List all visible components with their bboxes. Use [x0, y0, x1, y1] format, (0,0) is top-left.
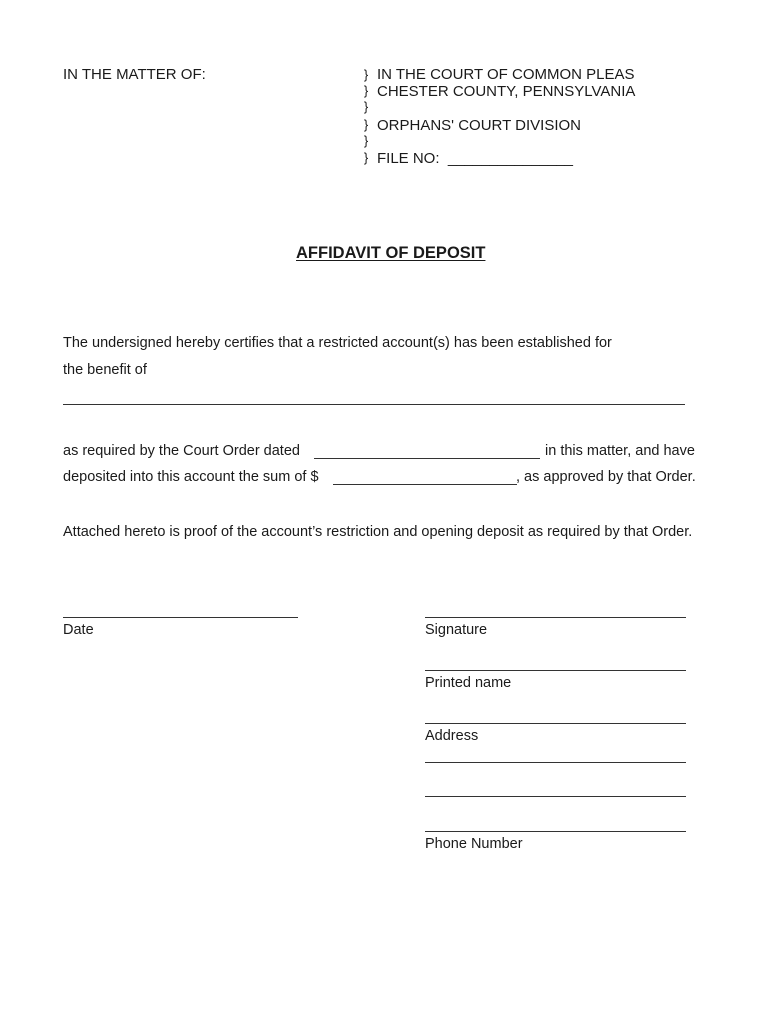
- certification-line2: the benefit of: [63, 362, 147, 378]
- printed-name-field[interactable]: [425, 670, 686, 671]
- file-number-field[interactable]: FILE NO: _______________: [377, 150, 573, 167]
- signature-field[interactable]: [425, 617, 686, 618]
- address-label: Address: [425, 728, 479, 744]
- printed-name-label: Printed name: [425, 675, 512, 691]
- certification-line1: The undersigned hereby certifies that a restricted account(s) has been established for: [63, 335, 612, 351]
- court-order-date-field[interactable]: [314, 458, 540, 459]
- deposit-suffix: , as approved by that Order.: [516, 469, 696, 485]
- matter-label: IN THE MATTER OF:: [63, 66, 206, 83]
- brace-4: }: [363, 117, 369, 132]
- deposit-amount-field[interactable]: [333, 484, 517, 485]
- brace-5: }: [363, 133, 369, 148]
- beneficiary-name-field[interactable]: [63, 404, 685, 405]
- deposit-prefix: deposited into this account the sum of $: [63, 469, 319, 485]
- court-name-line2: CHESTER COUNTY, PENNSYLVANIA: [377, 83, 636, 100]
- phone-number-label: Phone Number: [425, 836, 523, 852]
- phone-number-field[interactable]: [425, 831, 686, 832]
- brace-1: }: [363, 67, 369, 82]
- court-order-suffix: in this matter, and have: [545, 443, 695, 459]
- attached-statement: Attached hereto is proof of the account’s restriction and opening deposit as required by that Order.: [63, 524, 693, 540]
- court-name-line1: IN THE COURT OF COMMON PLEAS: [377, 66, 635, 83]
- document-title: AFFIDAVIT OF DEPOSIT: [296, 244, 486, 262]
- address-field-line1[interactable]: [425, 723, 686, 724]
- brace-2: }: [363, 83, 369, 98]
- brace-6: }: [363, 150, 369, 165]
- brace-3: }: [363, 99, 369, 114]
- court-order-prefix: as required by the Court Order dated: [63, 443, 300, 459]
- date-field[interactable]: [63, 617, 298, 618]
- address-field-line2[interactable]: [425, 762, 686, 763]
- court-division: ORPHANS' COURT DIVISION: [377, 117, 582, 134]
- address-field-line3[interactable]: [425, 796, 686, 797]
- date-label: Date: [63, 622, 94, 638]
- signature-label: Signature: [425, 622, 488, 638]
